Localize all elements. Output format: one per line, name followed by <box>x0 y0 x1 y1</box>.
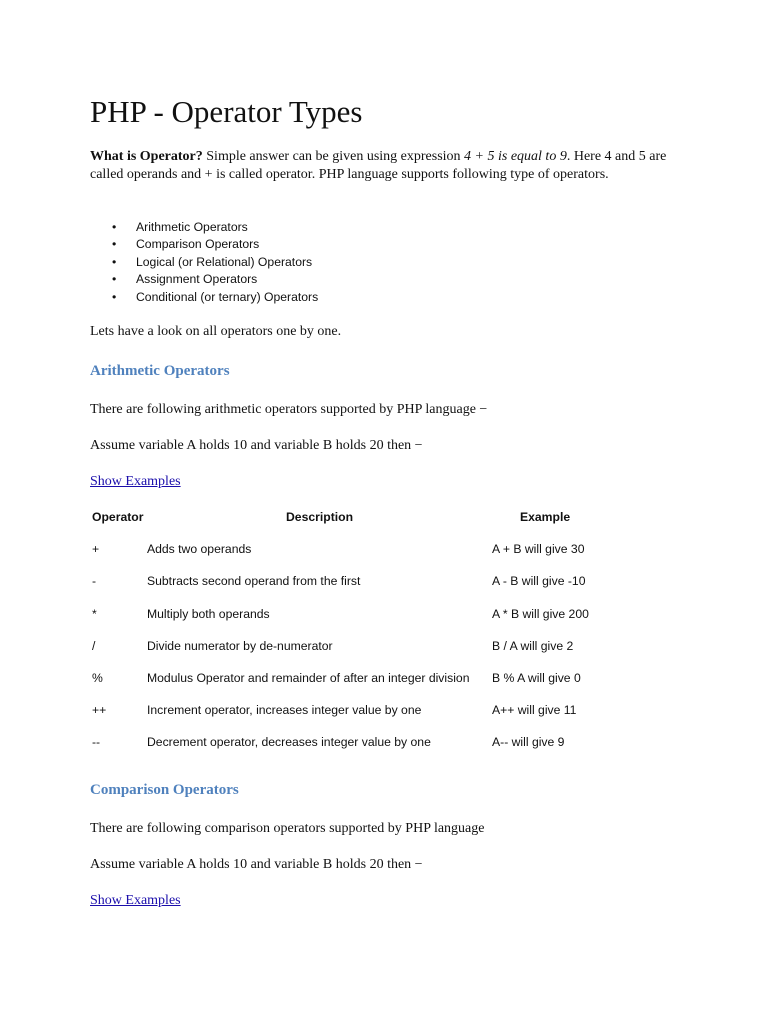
description-cell: Decrement operator, decreases integer value by one <box>147 735 431 749</box>
intro-lead: What is Operator? <box>90 149 203 164</box>
arithmetic-heading: Arithmetic Operators <box>90 363 230 379</box>
list-item: • Assignment Operators <box>112 271 318 288</box>
header-description: Description <box>286 510 354 524</box>
operator-cell: - <box>92 574 97 588</box>
table-header-row <box>90 505 690 529</box>
intro-expression: 4 + 5 is equal to 9 <box>464 149 567 164</box>
page-title: PHP - Operator Types <box>90 94 363 129</box>
example-cell: A + B will give 30 <box>492 542 585 556</box>
example-cell: A * B will give 200 <box>492 607 589 621</box>
bullet-icon: • <box>112 272 117 287</box>
operator-cell: -- <box>92 735 101 749</box>
intro-paragraph <box>90 148 690 183</box>
list-item: • Conditional (or ternary) Operators <box>112 289 318 306</box>
arithmetic-assume: Assume variable A holds 10 and variable B holds 20 then − <box>90 438 423 453</box>
table-row <box>90 537 690 561</box>
intro-text-2: . Here 4 and 5 are called operands and + is called operator. PHP language supports following type of operators. <box>90 149 667 182</box>
arithmetic-intro: There are following arithmetic operators supported by PHP language − <box>90 402 488 417</box>
comparison-show-examples-link[interactable]: Show Examples <box>90 893 181 908</box>
list-item: • Logical (or Relational) Operators <box>112 254 318 271</box>
operator-cell: / <box>92 639 96 653</box>
example-cell: A++ will give 11 <box>492 703 577 717</box>
table-row <box>90 698 690 722</box>
header-example: Example <box>520 510 571 524</box>
arithmetic-show-examples-link[interactable]: Show Examples <box>90 474 181 489</box>
example-cell: A-- will give 9 <box>492 735 565 749</box>
operator-types-list <box>112 219 318 306</box>
operator-cell: * <box>92 607 97 621</box>
comparison-assume: Assume variable A holds 10 and variable B holds 20 then − <box>90 857 423 872</box>
table-row <box>90 602 690 626</box>
description-cell: Multiply both operands <box>147 607 270 621</box>
operator-cell: ++ <box>92 703 107 717</box>
table-row <box>90 730 690 754</box>
description-cell: Adds two operands <box>147 542 252 556</box>
comparison-intro: There are following comparison operators supported by PHP language <box>90 821 485 836</box>
bullet-icon: • <box>112 237 117 252</box>
description-cell: Divide numerator by de-numerator <box>147 639 333 653</box>
description-cell: Increment operator, increases integer value by one <box>147 703 422 717</box>
list-item: • Comparison Operators <box>112 236 318 253</box>
bullet-icon: • <box>112 220 117 234</box>
list-item: • Arithmetic Operators <box>112 219 318 236</box>
operator-cell: % <box>92 671 103 685</box>
table-row <box>90 666 690 690</box>
example-cell: A - B will give -10 <box>492 574 586 588</box>
bullet-icon: • <box>112 289 117 304</box>
example-cell: B / A will give 2 <box>492 639 574 653</box>
description-cell: Subtracts second operand from the first <box>147 574 361 588</box>
look-paragraph: Lets have a look on all operators one by one. <box>90 324 342 339</box>
table-row <box>90 569 690 593</box>
description-cell: Modulus Operator and remainder of after an integer division <box>147 671 470 685</box>
bullet-icon: • <box>112 254 117 269</box>
intro-text-1: Simple answer can be given using expression <box>202 149 465 164</box>
operator-cell: + <box>92 542 100 556</box>
example-cell: B % A will give 0 <box>492 671 581 685</box>
table-row <box>90 634 690 658</box>
header-operator: Operator <box>92 510 144 524</box>
comparison-heading: Comparison Operators <box>90 782 239 798</box>
